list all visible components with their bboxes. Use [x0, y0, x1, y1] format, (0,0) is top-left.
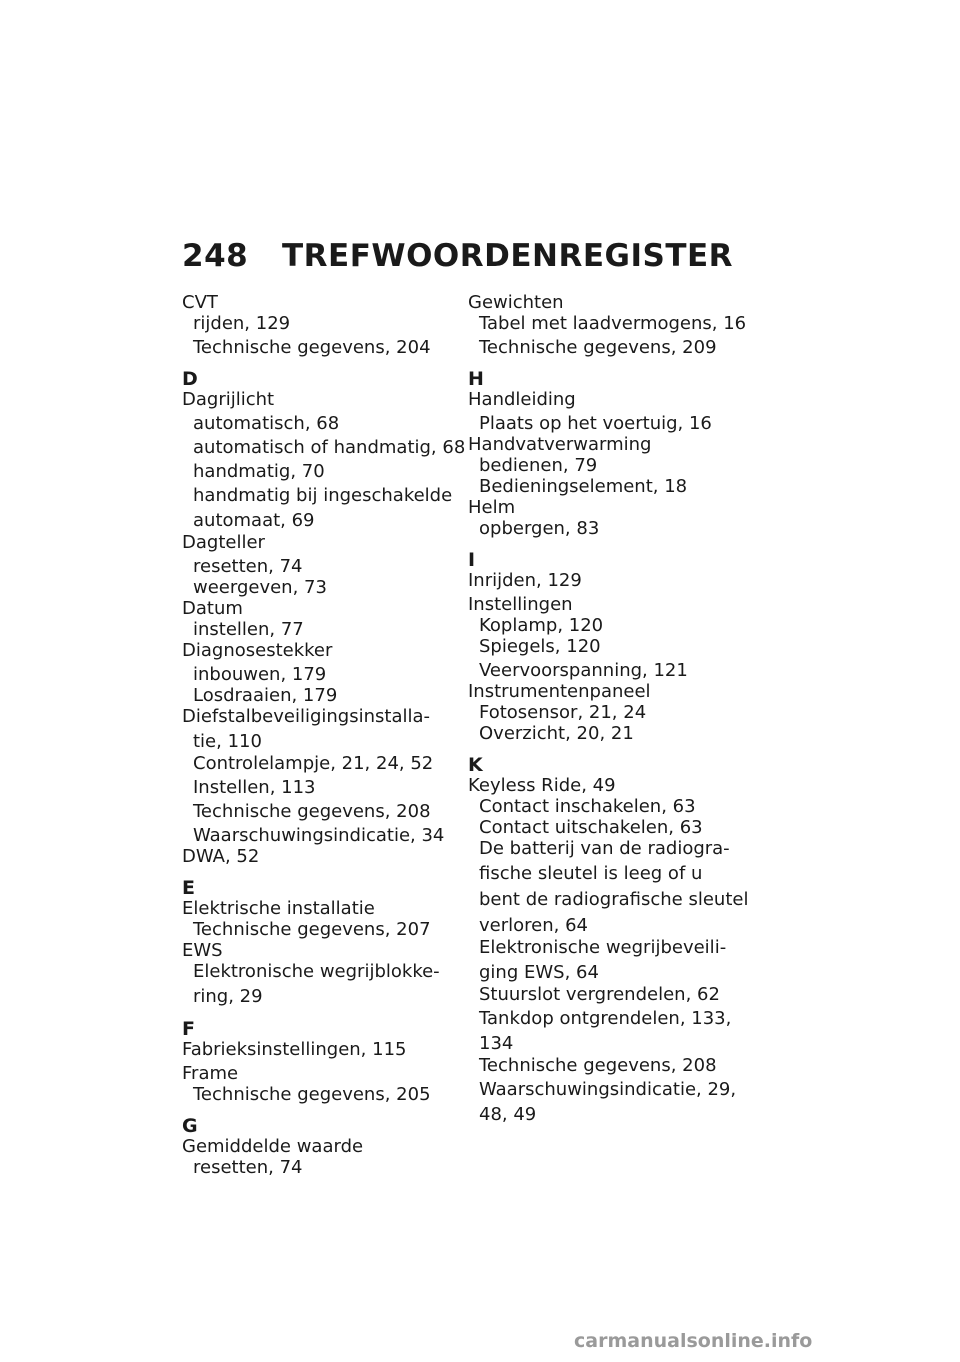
index-subentry: Tabel met laadvermogens, 16 [479, 313, 747, 334]
page-title: TREFWOORDENREGISTER [282, 238, 734, 274]
index-subentry: Elektronische wegrijblokke- [193, 961, 440, 982]
index-subentry: Bedieningselement, 18 [479, 476, 688, 497]
index-letter: D [182, 368, 198, 390]
index-subentry: resetten, 74 [193, 556, 303, 577]
index-subentry: bent de radiografische sleutel [479, 889, 749, 910]
index-subentry: Tankdop ontgrendelen, 133, [479, 1008, 732, 1029]
index-subentry: Spiegels, 120 [479, 636, 601, 657]
index-column-right [468, 292, 758, 1126]
index-subentry: automatisch of handmatig, 68 [193, 437, 466, 458]
index-subentry: bedienen, 79 [479, 455, 598, 476]
index-entry: Handvatverwarming [468, 434, 652, 455]
index-subentry: Technische gegevens, 207 [193, 919, 431, 940]
index-entry: Diefstalbeveiligingsinstalla- [182, 706, 431, 727]
index-subentry: Contact uitschakelen, 63 [479, 817, 703, 838]
index-entry: Instrumentenpaneel [468, 681, 651, 702]
index-subentry: 134 [479, 1033, 514, 1054]
index-subentry: instellen, 77 [193, 619, 304, 640]
index-subentry: Instellen, 113 [193, 777, 316, 798]
index-entry: Instellingen [468, 594, 573, 615]
page-number: 248 [182, 238, 249, 274]
index-subentry: fische sleutel is leeg of u [479, 863, 703, 884]
index-subentry: Waarschuwingsindicatie, 29, [479, 1079, 737, 1100]
index-subentry: Fotosensor, 21, 24 [479, 702, 647, 723]
index-subentry: Technische gegevens, 208 [193, 801, 431, 822]
index-subentry: Technische gegevens, 204 [193, 337, 431, 358]
index-subentry: weergeven, 73 [193, 577, 327, 598]
index-entry: Dagrijlicht [182, 389, 275, 410]
index-entry: CVT [182, 292, 218, 313]
index-entry: Frame [182, 1063, 239, 1084]
index-letter: E [182, 877, 195, 899]
index-entry: Handleiding [468, 389, 576, 410]
index-entry: Inrijden, 129 [468, 570, 582, 591]
index-letter: H [468, 368, 484, 390]
index-subentry: ring, 29 [193, 986, 263, 1007]
index-subentry: Contact inschakelen, 63 [479, 796, 696, 817]
index-entry: EWS [182, 940, 223, 961]
index-subentry: Waarschuwingsindicatie, 34 [193, 825, 445, 846]
index-subentry: De batterij van de radiogra- [479, 838, 730, 859]
index-subentry: ging EWS, 64 [479, 962, 599, 983]
index-letter: K [468, 754, 483, 776]
index-subentry: Veervoorspanning, 121 [479, 660, 688, 681]
index-subentry: resetten, 74 [193, 1157, 303, 1178]
index-subentry: verloren, 64 [479, 915, 588, 936]
index-subentry: inbouwen, 179 [193, 664, 327, 685]
index-subentry: Technische gegevens, 209 [479, 337, 717, 358]
index-subentry: automatisch, 68 [193, 413, 340, 434]
index-subentry: Controlelampje, 21, 24, 52 [193, 753, 434, 774]
index-subentry: Plaats op het voertuig, 16 [479, 413, 712, 434]
index-subentry: Elektronische wegrijbeveili- [479, 937, 727, 958]
index-entry: Elektrische installatie [182, 898, 375, 919]
watermark: carmanualsonline.info [574, 1330, 813, 1352]
index-entry: Helm [468, 497, 516, 518]
index-subentry: Losdraaien, 179 [193, 685, 338, 706]
page-header [182, 238, 733, 274]
index-letter: G [182, 1115, 198, 1137]
index-subentry: Koplamp, 120 [479, 615, 604, 636]
index-column-left [182, 292, 472, 1178]
index-entry: DWA, 52 [182, 846, 260, 867]
index-entry: Fabrieksinstellingen, 115 [182, 1039, 407, 1060]
index-entry: Datum [182, 598, 243, 619]
index-subentry: handmatig bij ingeschakelde [193, 485, 453, 506]
index-entry: Gemiddelde waarde [182, 1136, 364, 1157]
index-subentry: handmatig, 70 [193, 461, 325, 482]
index-subentry: Technische gegevens, 208 [479, 1055, 717, 1076]
index-subentry: automaat, 69 [193, 510, 315, 531]
index-entry: Diagnosestekker [182, 640, 333, 661]
index-subentry: Overzicht, 20, 21 [479, 723, 634, 744]
index-letter: F [182, 1018, 195, 1040]
index-entry: Keyless Ride, 49 [468, 775, 616, 796]
index-subentry: 48, 49 [479, 1104, 537, 1125]
index-entry: Dagteller [182, 532, 265, 553]
index-subentry: tie, 110 [193, 731, 262, 752]
index-subentry: opbergen, 83 [479, 518, 600, 539]
index-subentry: Technische gegevens, 205 [193, 1084, 431, 1105]
index-entry: Gewichten [468, 292, 564, 313]
index-subentry: rijden, 129 [193, 313, 291, 334]
index-subentry: Stuurslot vergrendelen, 62 [479, 984, 720, 1005]
index-letter: I [468, 549, 476, 571]
